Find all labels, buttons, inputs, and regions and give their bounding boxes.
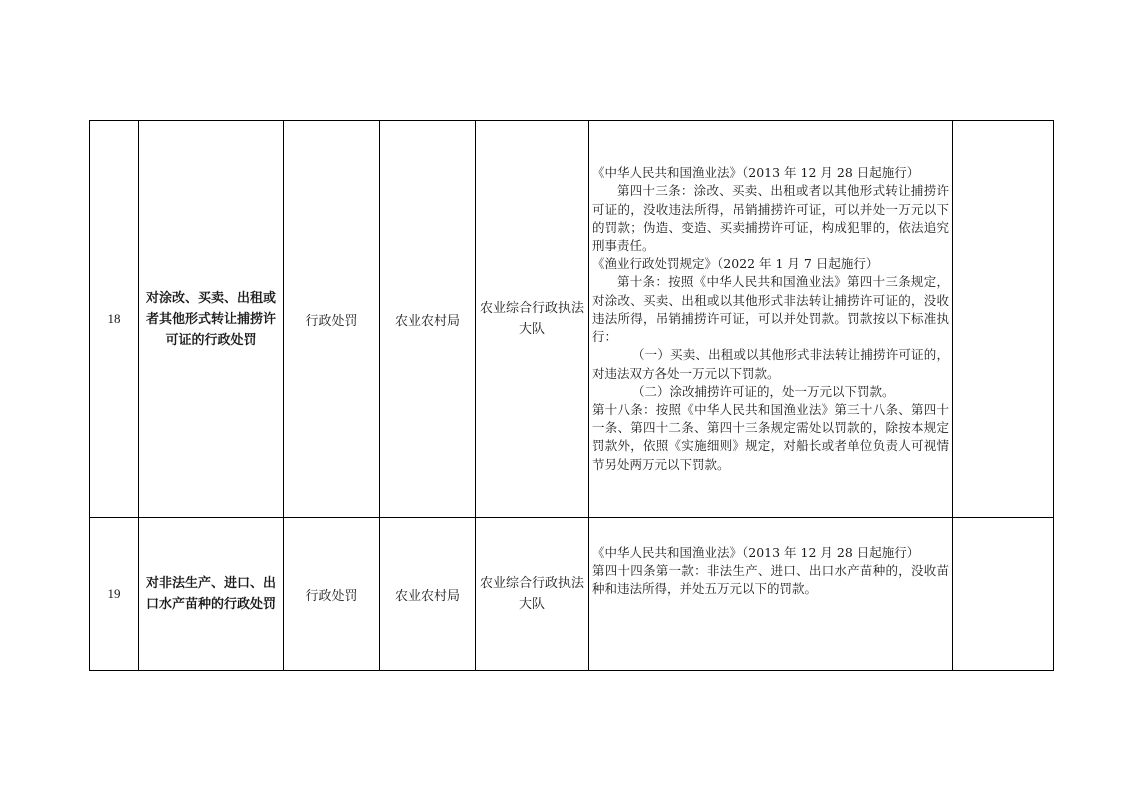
row-number: 19 (90, 518, 139, 671)
item-name: 对涂改、买卖、出租或者其他形式转让捕捞许可证的行政处罚 (139, 121, 284, 518)
responsible-department: 农业农村局 (380, 518, 476, 671)
responsible-department: 农业农村局 (380, 121, 476, 518)
basis-paragraph: （一）买卖、出租或以其他形式非法转让捕捞许可证的，对违法双方各处一万元以下罚款。 (592, 347, 949, 381)
basis-paragraph: （二）涂改捕捞许可证的，处一万元以下罚款。 (632, 383, 895, 399)
basis-paragraph: 第十条：按照《中华人民共和国渔业法》第四十三条规定，对涂改、买卖、出租或以其他形式非法转让捕捞许可证的，没收违法所得，吊销捕捞许可证，可以并处罚款。罚款按以下标准执行： (592, 274, 949, 345)
row-number: 18 (90, 121, 139, 518)
remarks (953, 518, 1054, 671)
basis-paragraph: 《中华人民共和国渔业法》（2013 年 12 月 28 日起施行） (592, 545, 920, 560)
executing-agency: 农业综合行政执法大队 (476, 121, 589, 518)
legal-basis (589, 121, 953, 518)
basis-paragraph: 第四十四条第一款：非法生产、进口、出口水产苗种的，没收苗种和违法所得，并处五万元以下的罚款。 (592, 563, 949, 597)
remarks (953, 121, 1054, 518)
item-name: 对非法生产、进口、出口水产苗种的行政处罚 (139, 518, 284, 671)
basis-paragraph: 《中华人民共和国渔业法》（2013 年 12 月 28 日起施行） (592, 165, 920, 181)
penalty-table (89, 120, 1054, 671)
basis-paragraph: 第十八条：按照《中华人民共和国渔业法》第三十八条、第四十一条、第四十二条、第四十三条规定需处以罚款的，除按本规定罚款外，依照《实施细则》规定，对船长或者单位负责人可视情节另处两万元以下罚款。 (592, 401, 949, 472)
legal-basis (589, 518, 953, 671)
basis-paragraph: 《渔业行政处罚规定》（2022 年 1 月 7 日起施行） (592, 256, 879, 272)
table-row (90, 121, 1054, 518)
basis-paragraph: 第四十三条：涂改、买卖、出租或者以其他形式转让捕捞许可证的，没收违法所得，吊销捕捞许可证，可以并处一万元以下的罚款；伪造、变造、买卖捕捞许可证，构成犯罪的，依法追究刑事责任。 (592, 183, 949, 254)
executing-agency: 农业综合行政执法大队 (476, 518, 589, 671)
item-type: 行政处罚 (284, 121, 380, 518)
table-row (90, 518, 1054, 671)
item-type: 行政处罚 (284, 518, 380, 671)
